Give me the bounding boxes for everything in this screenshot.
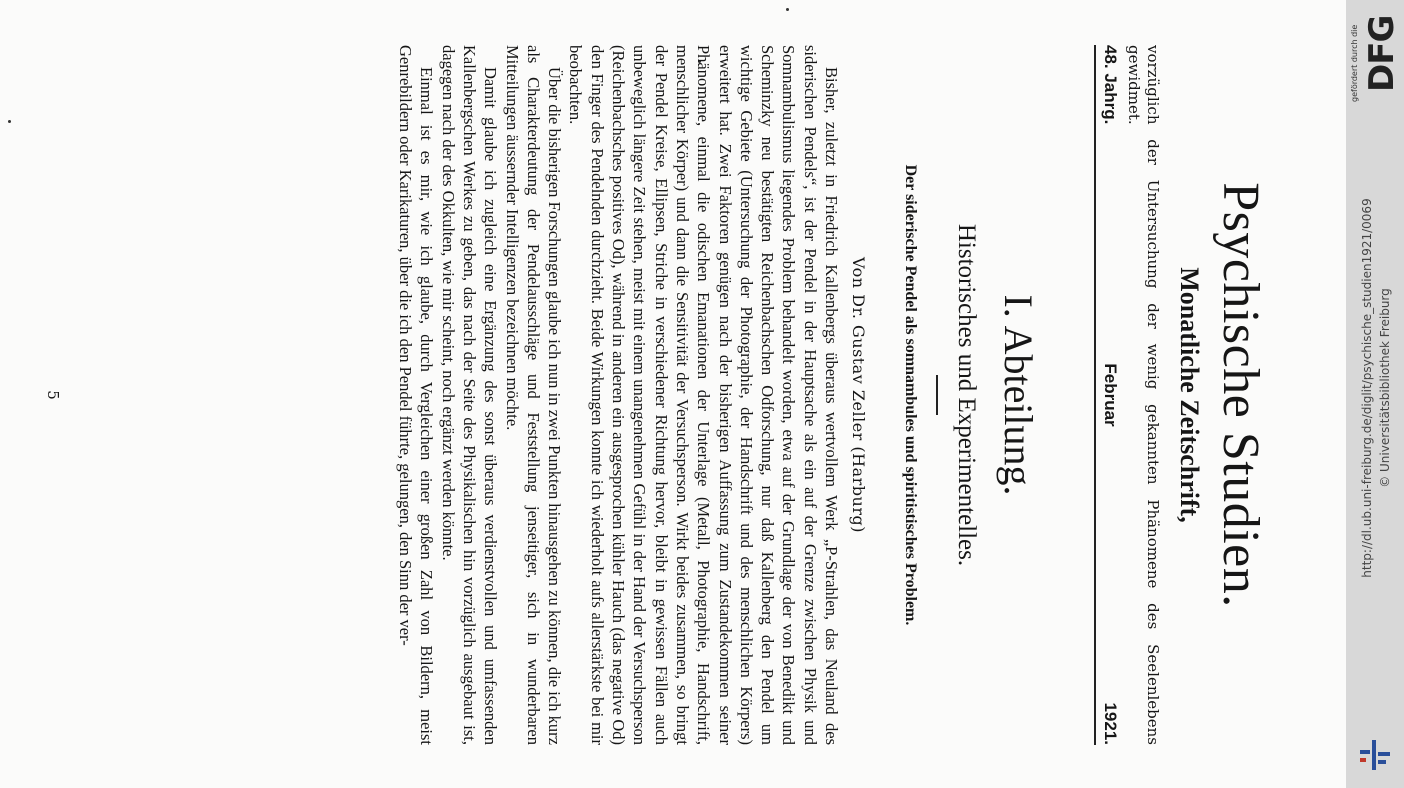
dfg-logo-text: DFG [1362, 15, 1402, 92]
journal-subtitle: Monatliche Zeitschrift, [1175, 267, 1204, 523]
dedication-text: vorzüglich der Untersuchung der wenig gekannten Phänomene des Seelenlebens gewidmet. [1125, 45, 1162, 745]
article-paragraph: Damit glaube ich zugleich eine Ergänzung des sonst überaus verdienstvollen und umfassenden Kallenbergschen Werkes zu geben, das nach der Seite des Physikalischen hin vorzüglich ausgebaut ist, dagegen nach der des Okkulten, wie mir scheint, noch ergänzt werden könnte. [438, 45, 501, 745]
article-title: Der siderische Pendel als somnambules und spiritistisches Problem. [902, 164, 919, 626]
scan-speck [8, 120, 11, 123]
journal-dedication [1124, 45, 1162, 745]
permalink-url[interactable]: http://dl.ub.uni-freiburg.de/diglit/psychische_studien1921/0069 [1360, 198, 1374, 578]
copyright-notice: © Universitätsbibliothek Freiburg [1378, 288, 1392, 488]
article-body [395, 45, 842, 745]
document-page [40, 45, 1270, 745]
page-number: 5 [44, 390, 62, 400]
issue-month: Februar [1101, 363, 1120, 427]
viewer-sidebar [1346, 0, 1404, 788]
issue-info-bar [1094, 45, 1120, 745]
section-title: I. Abteilung. [996, 294, 1041, 496]
section-subtitle: Historisches und Experimentelles. [953, 223, 980, 567]
issue-year: 1921. [1101, 702, 1120, 745]
sidebar-citation [1356, 0, 1400, 788]
section-divider [936, 375, 938, 415]
article-paragraph: Bisher, zuletzt in Friedrich Kallenbergs überaus wertvollem Werk „P-Strahlen, das Neuland des siderischen Pendels“, ist der Pendel in der Hauptsache als ein auf der Grenze zwischen Physik und Somnambulismus liegendes Problem behandelt worden, etwa auf der Grundlage der von Benedikt und Scheminzky neu bestätigten Reichenbachschen Odforschung, nur daß Kallenberg den Pendel um wichtige Gebiete (Untersuchung der Photographie, der Handschrift und des menschlichen Körpers) erweitert hat. Zwei Faktoren genügen nach der bisherigen Auffassung zum Zustandekommen seiner Phänomene, einmal die odischen Emanationen der Unterlage (Metall, Photographie, Handschrift, menschlicher Körper) und dann die Sensitivität der Versuchsperson. Wirkt beides zusammen, so bringt der Pendel Kreise, Ellipsen, Striche in verschiedener Richtung hervor, bleibt in gewissen Fällen auch unbeweglich längere Zeit stehen, meist mit einem unangenehmen Gefühl in der Hand der Versuchsperson (Reichenbachsches positives Od), während in anderen ein ausgesprochen kühler Hauch (das negative Od) den Finger des Pendelnden durchzieht. Beide Wirkungen konnte ich wiederholt aufs allerstärkste bei mir beobachten. [566, 45, 841, 745]
funder-note: gefördert durch die [1350, 24, 1359, 102]
ub-freiburg-logo-icon [1358, 740, 1392, 770]
article-paragraph: Über die bisherigen Forschungen glaube ich nun in zwei Punkten hinausgehen zu können, die ich kurz als Charakterdeutung der Pendelausschläge und Feststellung jenseitiger, sich in wunderbaren Mitteilungen äussernder Intelligenzen bezeichnen möchte. [502, 45, 565, 745]
journal-title: Psychische Studien. [1212, 182, 1269, 608]
scan-speck [786, 8, 789, 11]
issue-volume: 48. Jahrg. [1101, 45, 1120, 125]
article-paragraph: Einmal ist es mir, wie ich glaube, durch Vergleichen einer großen Zahl von Bildern, meist Genrebildern oder Karikaturen, über die ich den Pendel führte, gelungen, den Sinn der ver- [396, 45, 437, 745]
article-byline: Von Dr. Gustav Zeller (Harburg) [849, 257, 868, 533]
